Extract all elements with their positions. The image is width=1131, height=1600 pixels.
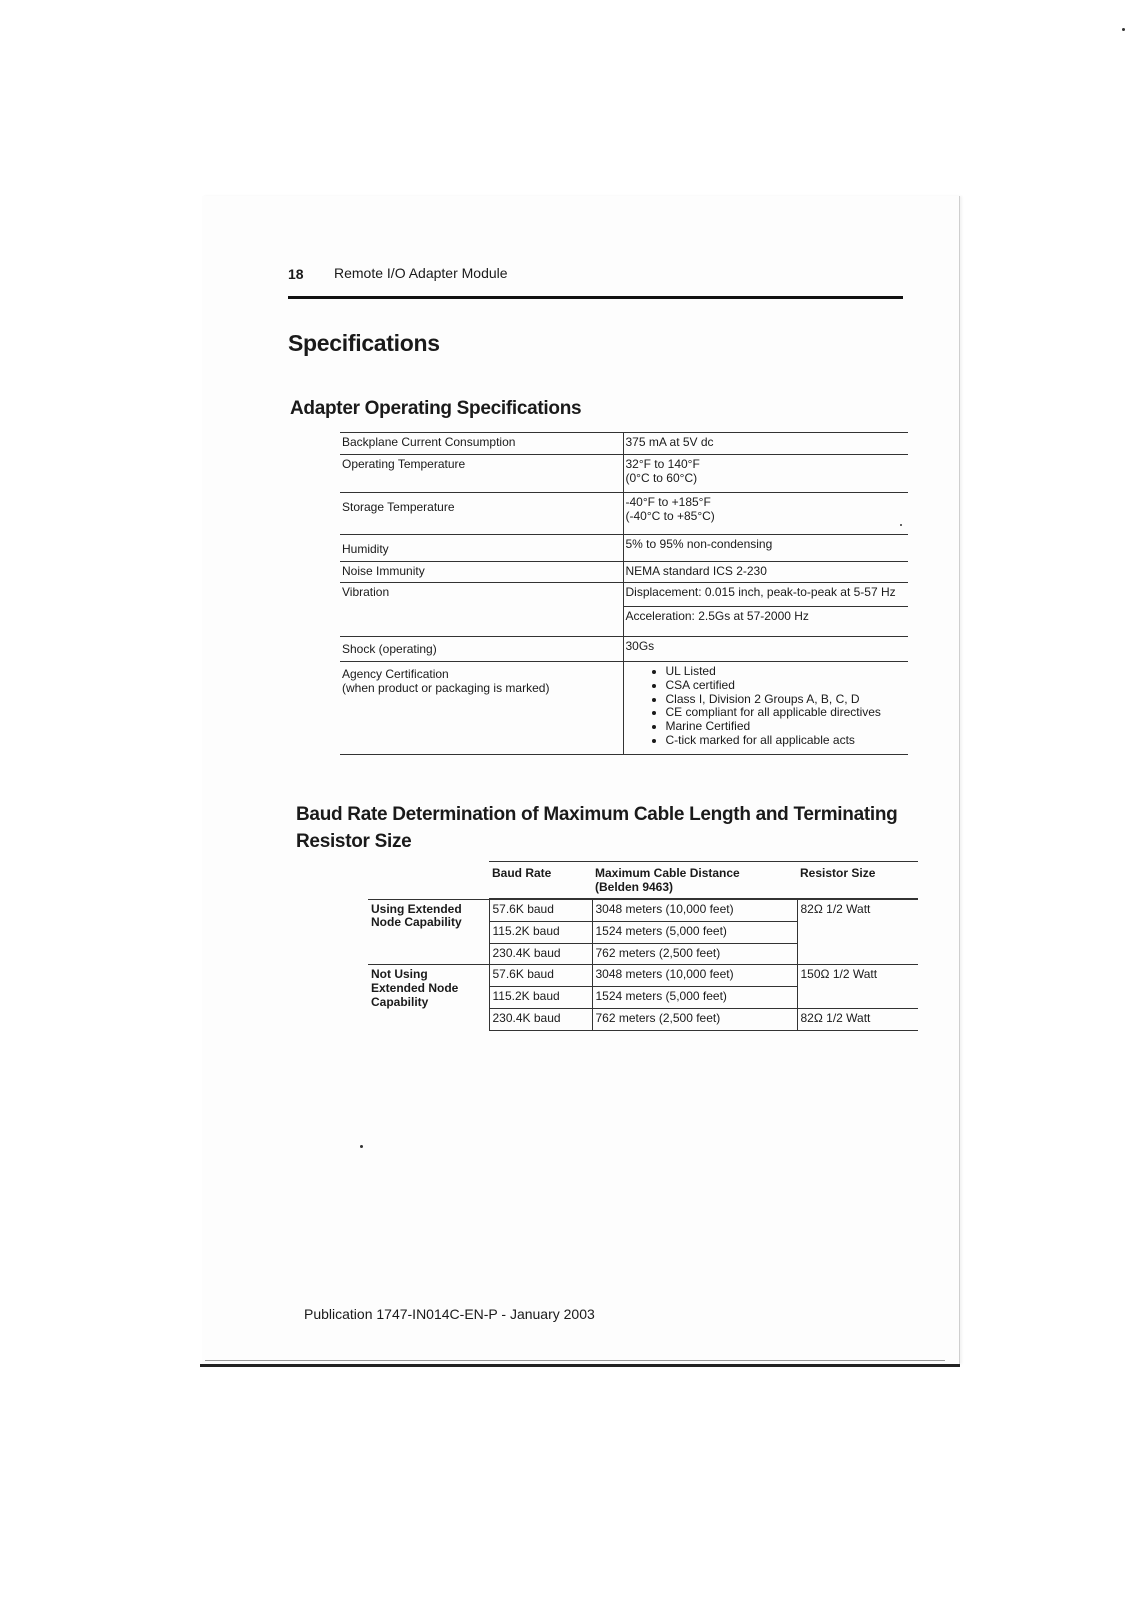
scan-speck — [1122, 28, 1125, 31]
list-item: • C-tick marked for all applicable acts — [666, 734, 907, 748]
list-item: • CE compliant for all applicable directives — [666, 706, 907, 720]
header-line: Maximum Cable Distance — [595, 866, 740, 880]
spec-row — [340, 637, 908, 662]
baud-cell: 115.2K baud — [489, 987, 592, 1009]
baud-heading — [296, 802, 897, 855]
value-line: 32°F to 140°F — [625, 456, 700, 471]
empty-header — [368, 862, 489, 900]
adapter-spec-table — [340, 432, 908, 755]
spec-label — [340, 661, 623, 754]
page-edge-inner — [205, 1350, 945, 1361]
spec-row — [340, 534, 908, 561]
spec-value: 375 mA at 5V dc — [623, 433, 908, 455]
distance-cell: 762 meters (2,500 feet) — [592, 943, 797, 965]
heading-line: Baud Rate Determination of Maximum Cable Length and Terminating — [296, 804, 898, 825]
spec-row — [340, 561, 908, 583]
distance-cell: 762 meters (2,500 feet) — [592, 1008, 797, 1030]
baud-cell: 57.6K baud — [489, 965, 592, 987]
cert-list — [626, 665, 907, 748]
label-line: (when product or packaging is marked) — [342, 680, 550, 695]
table-row — [368, 965, 918, 987]
page-title: Specifications — [288, 330, 440, 356]
spec-label: Backplane Current Consumption — [340, 433, 623, 455]
value-line: -40°F to +185°F — [625, 494, 711, 509]
spec-row — [340, 583, 908, 607]
page-edge — [200, 1330, 960, 1367]
baud-cell: 230.4K baud — [489, 1008, 592, 1030]
table-row — [368, 899, 918, 921]
label-line: Capability — [371, 994, 429, 1009]
spec-row — [340, 661, 908, 754]
spec-value — [623, 661, 908, 754]
resistor-cell: 150Ω 1/2 Watt — [797, 965, 918, 1009]
heading-line: Resistor Size — [296, 830, 412, 852]
spec-value: Acceleration: 2.5Gs at 57-2000 Hz — [623, 607, 908, 637]
column-header: Resistor Size — [797, 862, 918, 900]
baud-table — [368, 861, 918, 1031]
list-item: • Class I, Division 2 Groups A, B, C, D — [666, 693, 907, 707]
distance-cell: 3048 meters (10,000 feet) — [592, 965, 797, 987]
spec-row — [340, 433, 908, 455]
value-line: (0°C to 60°C) — [625, 470, 698, 485]
header-line: (Belden 9463) — [595, 880, 674, 894]
group-label — [368, 899, 489, 965]
scan-speck — [900, 524, 902, 526]
scan-speck — [360, 1145, 363, 1148]
column-header: Baud Rate — [489, 862, 592, 900]
spec-label: Shock (operating) — [340, 637, 623, 662]
resistor-cell: 82Ω 1/2 Watt — [797, 899, 918, 965]
column-header — [592, 862, 797, 900]
spec-label: Noise Immunity — [340, 561, 623, 583]
spec-label: Humidity — [340, 534, 623, 561]
spec-label: Storage Temperature — [340, 492, 623, 534]
spec-value — [623, 492, 908, 534]
spec-value: 30Gs — [623, 637, 908, 662]
page-number: 18 — [288, 266, 304, 282]
list-item: • CSA certified — [666, 679, 907, 693]
list-item: • Marine Certified — [666, 720, 907, 734]
distance-cell: 3048 meters (10,000 feet) — [592, 899, 797, 921]
publication-footer: Publication 1747-IN014C-EN-P - January 2003 — [304, 1306, 595, 1322]
spec-value: NEMA standard ICS 2-230 — [623, 561, 908, 583]
list-item: • UL Listed — [666, 665, 907, 679]
value-line: (-40°C to +85°C) — [625, 508, 715, 523]
spec-value: Displacement: 0.015 inch, peak-to-peak at 5-57 Hz — [623, 583, 908, 607]
group-label — [368, 965, 489, 1030]
spec-row — [340, 454, 908, 492]
adapter-heading: Adapter Operating Specifications — [290, 398, 582, 419]
distance-cell: 1524 meters (5,000 feet) — [592, 987, 797, 1009]
running-header — [288, 262, 903, 299]
running-title: Remote I/O Adapter Module — [334, 265, 508, 281]
label-line: Not Using — [371, 967, 428, 982]
baud-cell: 57.6K baud — [489, 899, 592, 921]
baud-cell: 115.2K baud — [489, 921, 592, 943]
spec-value — [623, 454, 908, 492]
baud-cell: 230.4K baud — [489, 943, 592, 965]
table-header-row — [368, 862, 918, 900]
label-line: Agency Certification — [342, 666, 449, 681]
label-line: Using Extended — [371, 901, 462, 916]
spec-label: Operating Temperature — [340, 454, 623, 492]
spec-row — [340, 492, 908, 534]
spec-label: Vibration — [340, 583, 623, 637]
distance-cell: 1524 meters (5,000 feet) — [592, 921, 797, 943]
label-line: Extended Node — [371, 981, 459, 996]
paper-page — [202, 196, 960, 1364]
resistor-cell: 82Ω 1/2 Watt — [797, 1008, 918, 1030]
label-line: Node Capability — [371, 915, 462, 930]
spec-value: 5% to 95% non-condensing — [623, 534, 908, 561]
